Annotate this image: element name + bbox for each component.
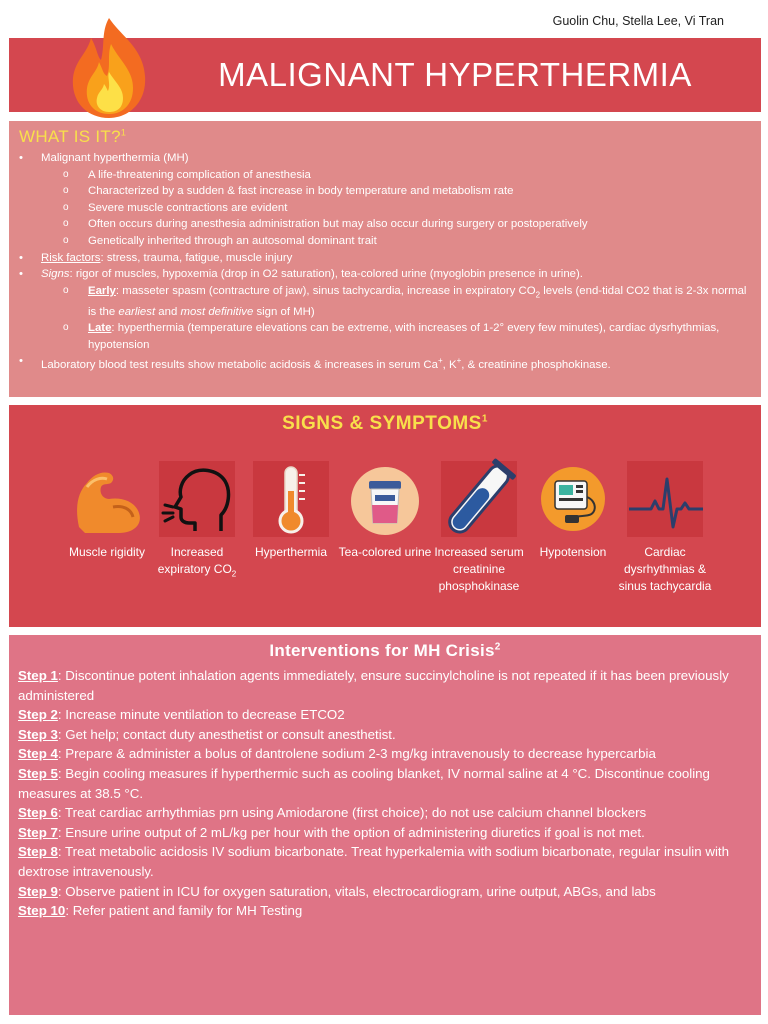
list-item: o Characterized by a sudden & fast increase in body temperature and metabolism rate	[19, 183, 751, 200]
interventions-heading: Interventions for MH Crisis$^2$	[269, 641, 501, 660]
step-7: Step 7: Ensure urine output of 2 mL/kg per hour with the option of administering diuretics if goal is not met.	[18, 824, 645, 840]
thermometer-icon	[249, 457, 333, 541]
list-item-signs: • Signs: rigor of muscles, hypoxemia (drop in O2 saturation), tea-colored urine (myoglobin presence in urine).	[19, 266, 751, 283]
step-6: Step 6: Treat cardiac arrhythmias prn using Amiodarone (first choice); do not use calcium channel blockers	[18, 805, 647, 821]
list-item-early: o Early: masseter spasm (contracture of jaw), sinus tachycardia, increase in expiratory $CO_2$ levels (end-tidal CO2 that is 2-3x normal is the earliest and most definitive sign of MH)	[19, 283, 751, 320]
step-5: Step 5: Begin cooling measures if hyperthermic such as cooling blanket, IV normal saline at 4 °C. Discontinue cooling measures at 38.5 °C.	[18, 765, 710, 801]
blood-pressure-monitor-icon	[531, 457, 615, 541]
symptom-co2: Increased expiratory $CO_2$	[147, 457, 247, 582]
list-item-risk: • Risk factors: stress, trauma, fatigue, muscle injury	[19, 250, 751, 267]
symptom-cardiac: Cardiac dysrhythmias & sinus tachycardia	[615, 457, 715, 595]
symptom-muscle: Muscle rigidity	[57, 457, 157, 561]
list-item: o Severe muscle contractions are evident	[19, 200, 751, 217]
step-2: Step 2: Increase minute ventilation to decrease ETCO2	[18, 707, 345, 723]
symptom-urine: Tea-colored urine	[335, 457, 435, 561]
list-item-late: o Late: hyperthermia (temperature elevations can be extreme, with increases of 1-2° every few minutes), cardiac dysrhythmias, hypotension	[19, 320, 751, 353]
step-3: Step 3: Get help; contact duty anesthetist or consult anesthetist.	[18, 726, 396, 742]
list-item: o Often occurs during anesthesia administration but may also occur during surgery or postoperatively	[19, 216, 751, 233]
list-item: o Genetically inherited through an autosomal dominant trait	[19, 233, 751, 250]
authors-line: Guolin Chu, Stella Lee, Vi Tran	[552, 14, 724, 28]
symptom-ck: Increased serum creatinine phosphokinase	[429, 457, 529, 595]
title-banner	[9, 38, 761, 112]
signs-symptoms-section	[9, 405, 761, 627]
step-8: Step 8: Treat metabolic acidosis IV sodium bicarbonate. Treat hyperkalemia with sodium bicarbonate, regular insulin with dextrose intravenously.	[18, 844, 729, 879]
what-heading: WHAT IS IT?$^1$	[19, 127, 127, 146]
symptom-hypotension: Hypotension	[523, 457, 623, 561]
breathing-head-icon	[155, 457, 239, 541]
what-is-it-section	[9, 121, 761, 397]
symptom-hyperthermia: Hyperthermia	[241, 457, 341, 561]
flexed-arm-icon	[65, 457, 149, 541]
step-10: Step 10: Refer patient and family for MH Testing	[18, 903, 303, 919]
step-4: Step 4: Prepare & administer a bolus of dantrolene sodium 2-3 mg/kg intravenously to decrease hypercarbia	[18, 746, 656, 762]
list-item: • Malignant hyperthermia (MH)	[19, 150, 751, 167]
urine-cup-icon	[343, 457, 427, 541]
interventions-section	[9, 635, 761, 1015]
flame-icon	[61, 14, 157, 122]
page-title: MALIGNANT HYPERTHERMIA	[218, 56, 692, 93]
list-item: o A life-threatening complication of anesthesia	[19, 167, 751, 184]
step-9: Step 9: Observe patient in ICU for oxygen saturation, vitals, electrocardiogram, urine output, ABGs, and labs	[18, 883, 656, 899]
test-tube-icon	[437, 457, 521, 541]
ecg-line-icon	[623, 457, 707, 541]
step-1: Step 1: Discontinue potent inhalation agents immediately, ensure succinylcholine is not repeated if it has been previously administered	[18, 668, 729, 703]
list-item-lab: • Laboratory blood test results show metabolic acidosis & increases in serum Ca+, K+, & creatinine phosphokinase.	[19, 353, 751, 373]
signs-heading: SIGNS & SYMPTOMS$^1$	[282, 413, 488, 434]
what-list	[19, 150, 751, 374]
